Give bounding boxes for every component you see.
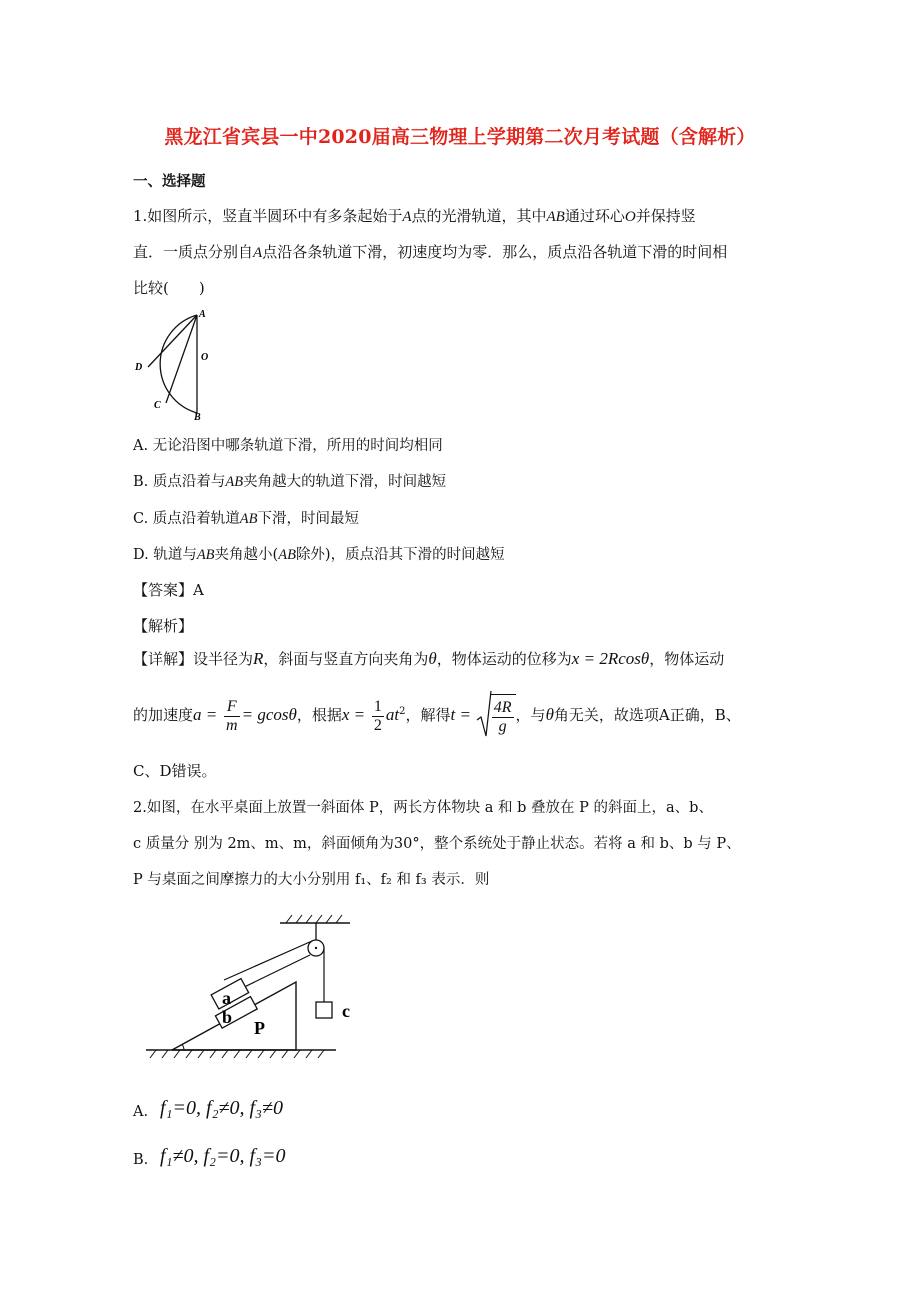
track-ad bbox=[148, 315, 197, 367]
option-text: 夹角越小( bbox=[214, 547, 279, 563]
q1-detail-line2 bbox=[133, 690, 741, 739]
fraction-one-half bbox=[372, 698, 384, 735]
numerator: 1 bbox=[373, 697, 382, 715]
q2-stem-line1: 2.如图，在水平桌面上放置一斜面体 P，两长方体物块 a 和 b 叠放在 P 的斜面上，a、b、 bbox=[133, 800, 713, 816]
q1-stem-line3: 比较( ) bbox=[133, 279, 205, 297]
q2-option-a-label[interactable]: A. bbox=[133, 1104, 149, 1120]
label-d: D bbox=[135, 362, 143, 373]
sqrt-4r-over-g bbox=[476, 694, 516, 739]
math-displacement: x = 2Rcosθ bbox=[571, 649, 650, 668]
pulley-axle bbox=[315, 947, 317, 949]
option-text: B. 质点沿着与 bbox=[133, 474, 226, 490]
q1-stem-text: 1.如图所示，竖直半圆环中有多条起始于 bbox=[133, 207, 403, 225]
q1-analysis-label: 【解析】 bbox=[133, 617, 194, 635]
math-at: at bbox=[385, 705, 400, 724]
q1-option-b[interactable] bbox=[133, 470, 446, 491]
math-t: t = bbox=[450, 705, 471, 724]
q1-var-o: O bbox=[624, 209, 636, 225]
q1-stem-line2 bbox=[133, 241, 727, 262]
option-text: D. 轨道与 bbox=[133, 547, 197, 563]
var-ab: AB bbox=[225, 474, 244, 490]
ceiling-hatch bbox=[286, 915, 342, 923]
label-p: P bbox=[254, 1018, 265, 1038]
q1-stem-text: 通过环心 bbox=[564, 207, 625, 225]
var-ab: AB bbox=[196, 547, 215, 563]
q1-detail-line3: C、D错误。 bbox=[133, 762, 217, 780]
detail-text: ，与 bbox=[515, 706, 546, 724]
detail-text: 的加速度 bbox=[133, 706, 194, 724]
var-ab: AB bbox=[278, 547, 296, 563]
detail-text: ，斜面与竖直方向夹角为 bbox=[263, 650, 429, 668]
q2-option-b-label[interactable]: B. bbox=[133, 1152, 149, 1168]
option-text: 除外)，质点沿其下滑的时间越短 bbox=[295, 547, 505, 563]
detail-text: ，根据 bbox=[296, 706, 342, 724]
q1-stem-text: 点沿各条轨道下滑，初速度均为零．那么，质点沿各轨道下滑的时间相 bbox=[262, 243, 728, 261]
fraction-f-over-m bbox=[224, 698, 240, 735]
label-b: b bbox=[222, 1007, 233, 1027]
q1-option-d[interactable] bbox=[133, 543, 505, 564]
detail-text: ，物体运动 bbox=[649, 650, 725, 668]
denominator: g bbox=[498, 718, 507, 735]
q1-stem-line1 bbox=[133, 205, 696, 226]
math-theta: θ bbox=[545, 705, 554, 724]
section-heading: 一、选择题 bbox=[133, 173, 206, 190]
math-x: x = bbox=[341, 705, 366, 724]
option-text: C. 质点沿着轨道 bbox=[133, 511, 240, 527]
q2-figure-incline bbox=[140, 910, 370, 1060]
q1-var-ab: AB bbox=[546, 209, 565, 225]
q2-stem-line2: c 质量分 别为 2m、m、m，斜面倾角为30°，整个系统处于静止状态。若将 a 和 b、b 与 P、 bbox=[133, 836, 741, 852]
denominator: m bbox=[226, 716, 238, 734]
page-title: 黑龙江省宾县一中2020届高三物理上学期第二次月考试题（含解析） bbox=[164, 126, 756, 148]
label-b: B bbox=[194, 412, 201, 423]
q1-stem-text: 点的光滑轨道，其中 bbox=[411, 207, 547, 225]
q1-var-a: A bbox=[402, 209, 412, 225]
q2-option-a-equation: f₁=0, f₂≠0, f₃≠0 bbox=[160, 1097, 283, 1119]
q1-var-a: A bbox=[253, 245, 263, 261]
ground-hatch bbox=[150, 1050, 324, 1058]
track-ac bbox=[166, 315, 197, 403]
q1-figure-semicircle bbox=[130, 305, 220, 423]
q1-option-a[interactable]: A. 无论沿图中哪条轨道下滑，所用的时间均相同 bbox=[133, 438, 443, 454]
label-a: a bbox=[222, 988, 231, 1008]
numerator: F bbox=[224, 698, 240, 717]
math-r: R bbox=[253, 649, 264, 668]
fraction-4r-g bbox=[492, 699, 514, 736]
label-c: c bbox=[342, 1001, 350, 1021]
option-text: 夹角越大的轨道下滑，时间越短 bbox=[243, 474, 447, 490]
detail-text: ，解得 bbox=[405, 706, 451, 724]
radical-sign-icon bbox=[476, 690, 492, 738]
numerator: 4R bbox=[493, 699, 512, 716]
option-text: 下滑，时间最短 bbox=[257, 511, 360, 527]
q1-option-c[interactable] bbox=[133, 507, 359, 528]
q1-stem-text: 直．一质点分别自 bbox=[133, 243, 254, 261]
q1-detail-line1 bbox=[133, 648, 724, 669]
var-ab: AB bbox=[239, 511, 258, 527]
detail-text: 角无关，故选项A正确，B、 bbox=[553, 706, 741, 724]
math-exponent: 2 bbox=[399, 706, 406, 717]
label-o: O bbox=[201, 352, 209, 363]
math-gcos: = gcosθ bbox=[241, 705, 297, 724]
block-c bbox=[316, 1002, 332, 1018]
math-theta: θ bbox=[428, 649, 437, 668]
detail-text: 【详解】设半径为 bbox=[133, 650, 254, 668]
label-c: C bbox=[154, 400, 161, 411]
detail-text: ，物体运动的位移为 bbox=[436, 650, 572, 668]
label-a: A bbox=[199, 309, 206, 320]
q1-stem-text: 并保持竖 bbox=[635, 207, 696, 225]
q1-answer: 【答案】A bbox=[133, 581, 204, 599]
q2-option-b-equation: f₁≠0, f₂=0, f₃=0 bbox=[160, 1145, 286, 1167]
denominator: 2 bbox=[373, 716, 382, 734]
math-a: a = bbox=[193, 705, 218, 724]
q2-stem-line3: P 与桌面之间摩擦力的大小分别用 f₁、f₂ 和 f₃ 表示．则 bbox=[133, 872, 490, 888]
